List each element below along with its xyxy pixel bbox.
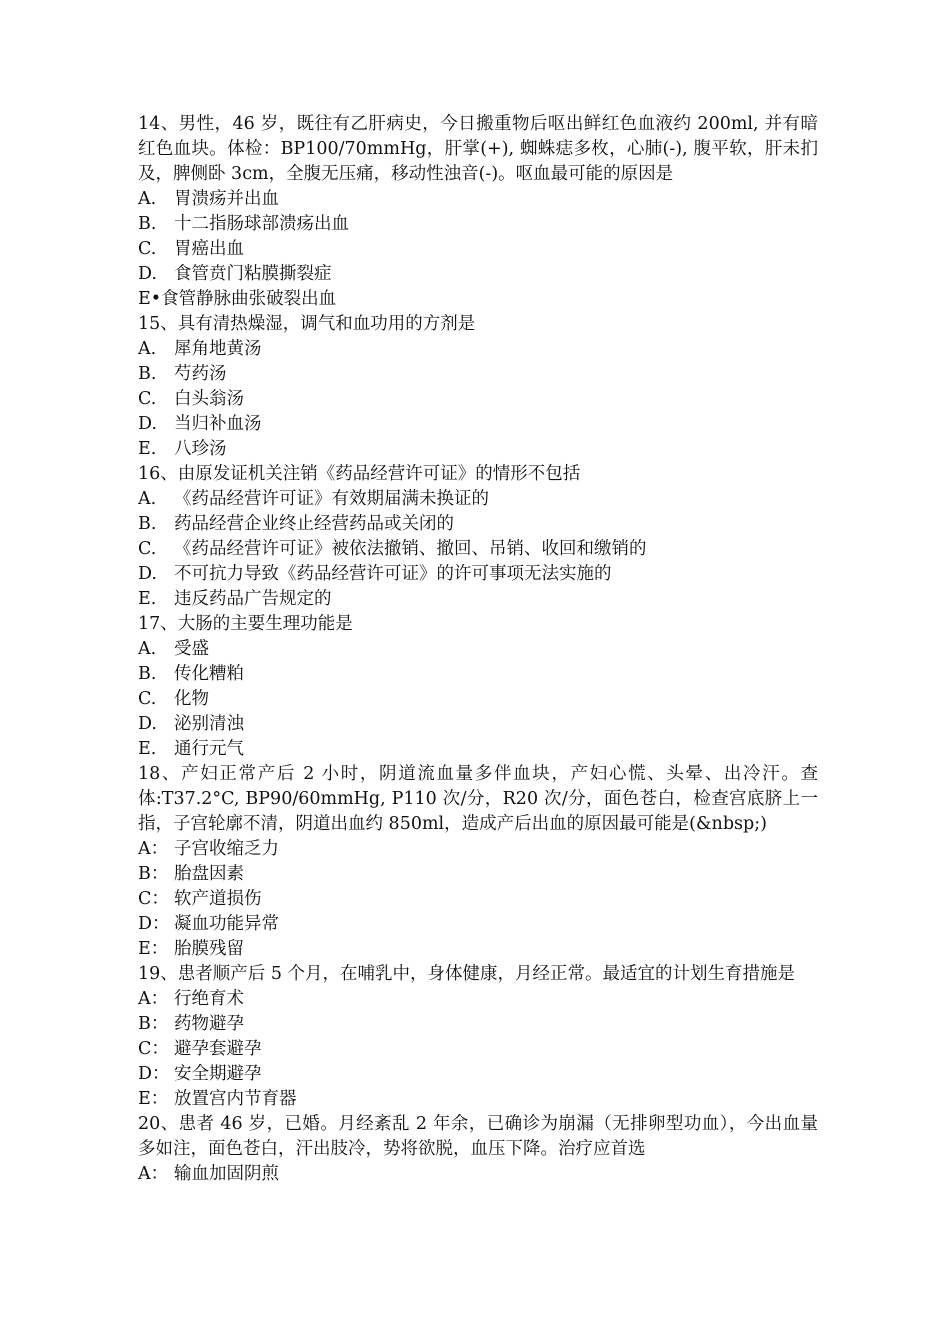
answer-option <box>138 1012 818 1037</box>
option-key: E. <box>138 589 157 609</box>
answer-option <box>138 412 818 437</box>
question-block <box>138 312 818 462</box>
question-block <box>138 462 818 612</box>
option-text: 凝血功能异常 <box>174 914 279 934</box>
question-stem: 19、患者顺产后 5 个月，在哺乳中，身体健康，月经正常。最适宜的计划生育措施是 <box>138 964 796 984</box>
answer-option <box>138 637 818 662</box>
answer-option <box>138 687 818 712</box>
option-key: B. <box>138 514 157 534</box>
option-text: 受盛 <box>174 639 209 659</box>
option-text: 不可抗力导致《药品经营许可证》的许可事项无法实施的 <box>174 564 612 584</box>
option-text: 胎盘因素 <box>174 864 244 884</box>
option-text: 八珍汤 <box>174 439 227 459</box>
answer-option <box>138 562 818 587</box>
question-block <box>138 1112 818 1187</box>
answer-option <box>138 487 818 512</box>
answer-option <box>138 237 818 262</box>
question-block <box>138 962 818 1112</box>
option-key: A： <box>138 989 169 1009</box>
answer-option <box>138 1162 818 1187</box>
option-key: A： <box>138 1164 169 1184</box>
answer-option <box>138 912 818 937</box>
option-text: 胃溃疡并出血 <box>174 189 279 209</box>
question-list <box>138 112 818 1187</box>
option-key: A. <box>138 489 157 509</box>
question-stem: 15、具有清热燥湿，调气和血功用的方剂是 <box>138 314 476 334</box>
option-key: E： <box>138 1089 169 1109</box>
answer-option <box>138 737 818 762</box>
option-key: C： <box>138 1039 169 1059</box>
question-stem: 18、产妇正常产后 2 小时，阴道流血量多伴血块，产妇心慌、头晕、出冷汗。查体:T37.2°C, BP90/60mmHg, P110 次/分，R20 次/分，面色苍白，检查宫底脐上一指，子宫轮廓不清，阴道出血约 850ml，造成产后出血的原因最可能是(&nbsp;) <box>138 764 818 834</box>
option-key: D： <box>138 1064 170 1084</box>
option-text: 芍药汤 <box>174 364 227 384</box>
option-key: C. <box>138 539 157 559</box>
answer-option <box>138 937 818 962</box>
option-key: B： <box>138 864 169 884</box>
option-key: B. <box>138 664 157 684</box>
answer-option <box>138 1037 818 1062</box>
option-key: C： <box>138 889 169 909</box>
option-text: 药品经营企业终止经营药品或关闭的 <box>174 514 454 534</box>
option-text: 食管静脉曲张破裂出血 <box>161 289 337 309</box>
option-key: C. <box>138 239 157 259</box>
answer-option <box>138 987 818 1012</box>
answer-option <box>138 187 818 212</box>
answer-option <box>138 537 818 562</box>
option-text: 软产道损伤 <box>174 889 262 909</box>
option-key: D. <box>138 564 157 584</box>
answer-option <box>138 1087 818 1112</box>
answer-option <box>138 387 818 412</box>
answer-option <box>138 362 818 387</box>
question-stem: 16、由原发证机关注销《药品经营许可证》的情形不包括 <box>138 464 581 484</box>
question-stem: 20、患者 46 岁，已婚。月经紊乱 2 年余，已确诊为崩漏（无排卵型功血），今出血量多如注，面色苍白，汗出肢冷，势将欲脱，血压下降。治疗应首选 <box>138 1114 818 1159</box>
option-key: E. <box>138 739 157 759</box>
answer-option <box>138 862 818 887</box>
option-text: 泌别清浊 <box>174 714 244 734</box>
option-text: 安全期避孕 <box>174 1064 262 1084</box>
answer-option <box>138 887 818 912</box>
option-key: D. <box>138 264 157 284</box>
option-text: 十二指肠球部溃疡出血 <box>174 214 349 234</box>
option-key: D. <box>138 414 157 434</box>
option-text: 避孕套避孕 <box>174 1039 262 1059</box>
question-block <box>138 112 818 312</box>
option-text: 放置宫内节育器 <box>174 1089 297 1109</box>
option-text: 通行元气 <box>174 739 244 759</box>
option-text: 胎膜残留 <box>174 939 244 959</box>
answer-option <box>138 337 818 362</box>
answer-option <box>138 712 818 737</box>
answer-option <box>138 837 818 862</box>
answer-option <box>138 1062 818 1087</box>
answer-option <box>138 212 818 237</box>
option-key: A. <box>138 339 157 359</box>
option-key: C. <box>138 389 157 409</box>
answer-option <box>138 587 818 612</box>
option-key: E• <box>138 289 162 309</box>
question-block <box>138 762 818 962</box>
option-text: 《药品经营许可证》被依法撤销、撤回、吊销、收回和缴销的 <box>174 539 647 559</box>
option-key: E. <box>138 439 157 459</box>
option-key: A： <box>138 839 169 859</box>
answer-option <box>138 287 818 312</box>
option-text: 输血加固阴煎 <box>174 1164 279 1184</box>
option-text: 《药品经营许可证》有效期届满未换证的 <box>174 489 489 509</box>
option-key: D： <box>138 914 170 934</box>
option-text: 违反药品广告规定的 <box>174 589 332 609</box>
option-text: 子宫收缩乏力 <box>174 839 279 859</box>
answer-option <box>138 262 818 287</box>
option-key: B： <box>138 1014 169 1034</box>
question-stem: 17、大肠的主要生理功能是 <box>138 614 353 634</box>
option-key: A. <box>138 189 157 209</box>
question-stem: 14、男性，46 岁，既往有乙肝病史，今日搬重物后呕出鲜红色血液约 200ml, 并有暗红色血块。体检：BP100/70mmHg，肝掌(+), 蜘蛛痣多枚，心肺(-), 腹平软，肝未扪及，脾侧卧 3cm，全腹无压痛，移动性浊音(-)。呕血最可能的原因是 <box>138 114 818 184</box>
answer-option <box>138 437 818 462</box>
option-text: 胃癌出血 <box>174 239 244 259</box>
option-text: 食管贲门粘膜撕裂症 <box>174 264 332 284</box>
option-key: D. <box>138 714 157 734</box>
answer-option <box>138 662 818 687</box>
option-text: 行绝育术 <box>174 989 244 1009</box>
option-text: 传化糟粕 <box>174 664 244 684</box>
answer-option <box>138 512 818 537</box>
option-key: C. <box>138 689 157 709</box>
option-key: A. <box>138 639 157 659</box>
option-key: B. <box>138 364 157 384</box>
option-text: 药物避孕 <box>174 1014 244 1034</box>
option-text: 犀角地黄汤 <box>174 339 262 359</box>
option-text: 化物 <box>174 689 209 709</box>
option-text: 白头翁汤 <box>174 389 244 409</box>
option-text: 当归补血汤 <box>174 414 262 434</box>
question-block <box>138 612 818 762</box>
option-key: E： <box>138 939 169 959</box>
option-key: B. <box>138 214 157 234</box>
